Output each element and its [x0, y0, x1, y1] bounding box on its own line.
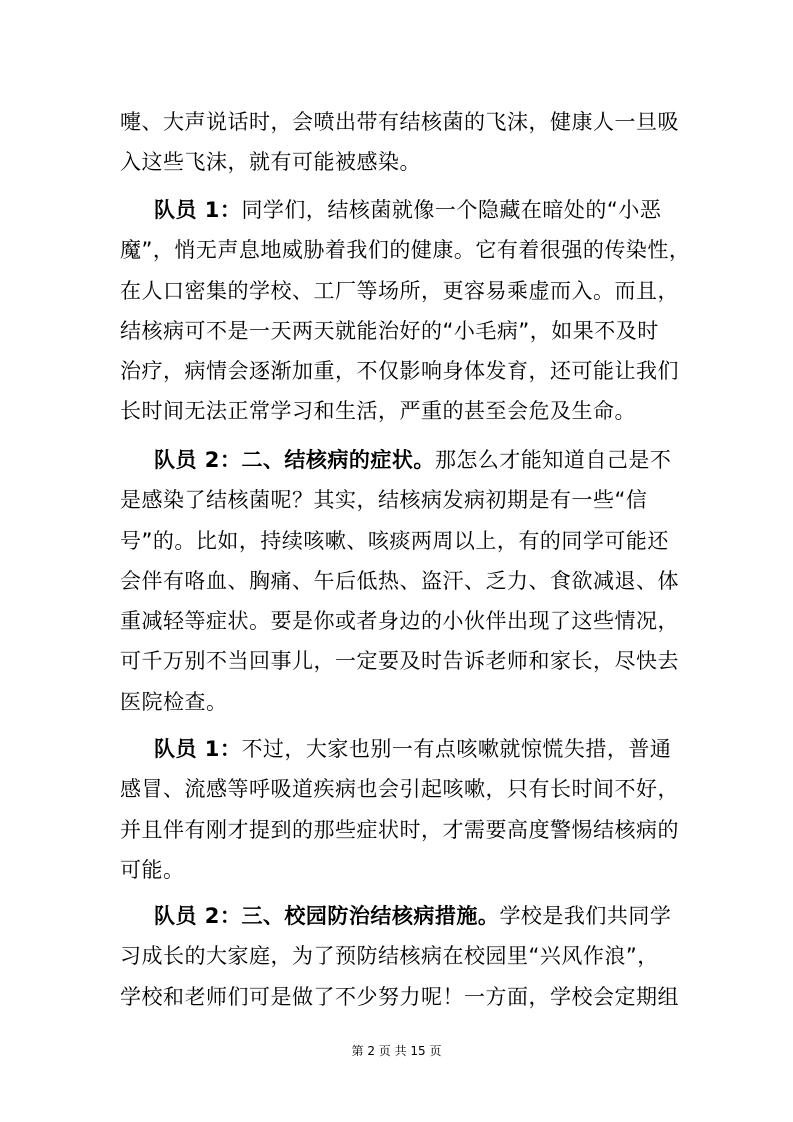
text-line: 魔”，悄无声息地威胁着我们的健康。它有着很强的传染性，	[120, 238, 691, 263]
paragraph-speaker-2-measures	[120, 896, 680, 1017]
text-line: 是感染了结核菌呢？其实，结核病发病初期是有一些“信	[120, 488, 648, 513]
text-line: 感冒、流感等呼吸道疾病也会引起咳嗽，只有长时间不好，	[120, 777, 679, 802]
speaker-label: 队员 2：	[154, 904, 242, 928]
text-line: 并且伴有刚才提到的那些症状时，才需要高度警惕结核病的	[120, 817, 679, 842]
page-number-footer: 第 2 页 共 15 页	[351, 1044, 442, 1058]
text-line: 入这些飞沫，就有可能被感染。	[120, 150, 421, 175]
text-line: 重减轻等症状。要是你或者身边的小伙伴出现了这些情况，	[120, 609, 679, 634]
paragraph-speaker-1-caution	[120, 729, 680, 890]
text-line: 在人口密集的学校、工厂等场所，更容易乘虚而入。而且，	[120, 278, 679, 303]
paragraph-continuation	[120, 102, 680, 183]
text-line: 嚏、大声说话时，会喷出带有结核菌的飞沫，健康人一旦吸	[120, 110, 679, 134]
text-line: 同学们，结核菌就像一个隐藏在暗处的“小恶	[241, 198, 662, 222]
text-line: 长时间无法正常学习和生活，严重的甚至会危及生命。	[120, 399, 636, 424]
paragraph-speaker-2-symptoms	[120, 440, 680, 722]
speaker-label: 队员 1：	[154, 737, 242, 761]
speaker-label: 队员 2：	[154, 448, 242, 472]
paragraph-speaker-1	[120, 190, 691, 432]
text-line: 学校和老师们可是做了不少努力呢！一方面，学校会定期组	[120, 984, 679, 1009]
text-line: 习成长的大家庭，为了预防结核病在校园里“兴风作浪”，	[120, 944, 659, 969]
text-line: 不过，大家也别一有点咳嗽就惊慌失措，普通	[241, 737, 672, 761]
text-line: 可能。	[120, 857, 185, 882]
text-line: 学校是我们共同学	[499, 904, 672, 928]
text-line: 治疗，病情会逐渐加重，不仅影响身体发育，还可能让我们	[120, 359, 679, 384]
text-line: 可千万别不当回事儿，一定要及时告诉老师和家长，尽快去	[120, 649, 679, 674]
section-heading: 二、结核病的症状。	[241, 448, 435, 472]
text-line: 结核病可不是一天两天就能治好的“小毛病”，如果不及时	[120, 318, 659, 343]
section-heading: 三、校园防治结核病措施。	[241, 904, 500, 928]
text-line: 号”的。比如，持续咳嗽、咳痰两周以上，有的同学可能还	[120, 528, 669, 553]
text-line: 医院检查。	[120, 689, 228, 714]
text-line: 那怎么才能知道自己是不	[434, 448, 672, 472]
speaker-label: 队员 1：	[154, 198, 242, 222]
text-line: 会伴有咯血、胸痛、午后低热、盗汗、乏力、食欲减退、体	[120, 568, 679, 593]
